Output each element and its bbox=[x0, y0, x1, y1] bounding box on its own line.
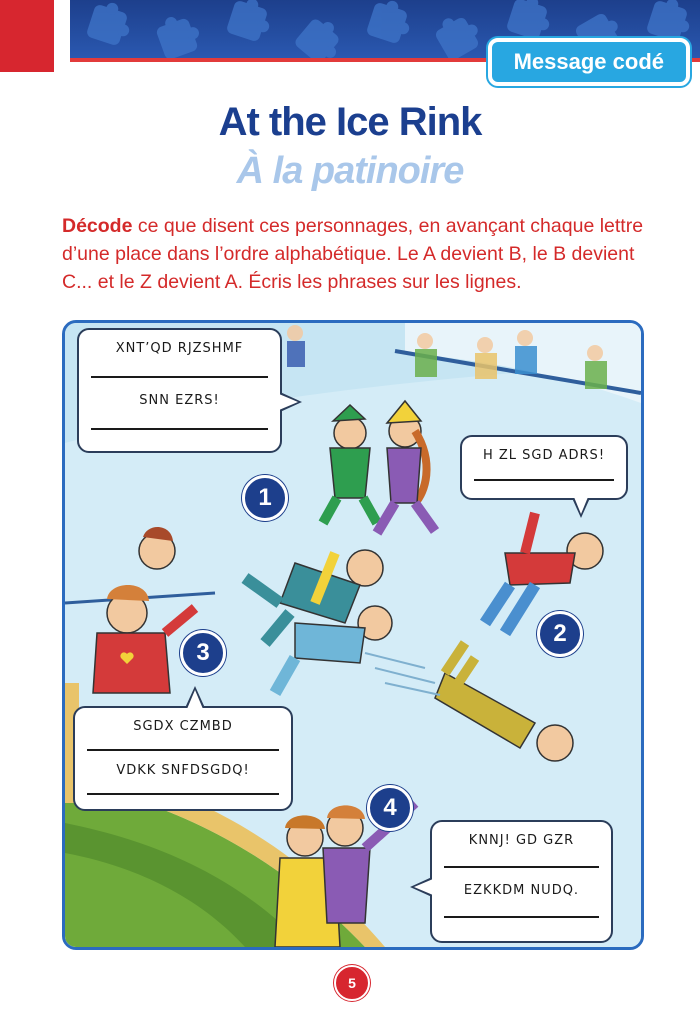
bubble-3-code-line-1: SGDX CZMBD bbox=[133, 719, 233, 734]
puzzle-piece-icon bbox=[86, 4, 129, 47]
badge-3: 3 bbox=[180, 630, 226, 676]
bubble-1-code-line-2: SNN EZRS! bbox=[139, 393, 220, 408]
bubble-2-answer-line[interactable] bbox=[474, 479, 614, 481]
puzzle-piece-icon bbox=[646, 0, 689, 42]
bubble-2-code-line-1: H ZL SGD ADRS! bbox=[482, 448, 606, 463]
puzzle-piece-icon bbox=[226, 0, 269, 42]
puzzle-piece-icon bbox=[434, 16, 480, 62]
puzzle-piece-icon bbox=[506, 0, 549, 40]
header-red-edge bbox=[0, 0, 54, 72]
bubble-3-answer-line-1[interactable] bbox=[87, 749, 279, 751]
section-tab: Message codé bbox=[488, 38, 690, 86]
speech-bubble-4 bbox=[430, 820, 613, 943]
speech-bubble-2 bbox=[460, 435, 628, 500]
bubble-4-code-line-2: EZKKDM NUDQ. bbox=[463, 883, 580, 898]
page-number: 5 bbox=[334, 965, 370, 1001]
speech-bubble-1 bbox=[77, 328, 282, 453]
bubble-1-answer-line-2[interactable] bbox=[91, 428, 268, 430]
bubble-1-code-line-1: XNT’QD RJZSHMF bbox=[115, 341, 244, 356]
badge-4: 4 bbox=[367, 785, 413, 831]
page-subtitle: À la patinoire bbox=[236, 150, 464, 192]
badge-2: 2 bbox=[537, 611, 583, 657]
bubble-3-code-line-2: VDKK SNFDSGDQ! bbox=[116, 763, 250, 778]
instructions-bold-word: Décode bbox=[62, 215, 133, 237]
speech-bubble-3 bbox=[73, 706, 293, 811]
instructions-text: ce que disent ces personnages, en avançant chaque lettre d’une place dans l’ordre alphabétique. Le A devient B, le B devient C... et le Z devient A. Écris les phrases sur les lignes. bbox=[62, 215, 644, 293]
ice-rink-illustration bbox=[62, 320, 644, 950]
page-header bbox=[0, 0, 700, 72]
page-title: At the Ice Rink bbox=[218, 100, 482, 144]
instructions bbox=[62, 212, 662, 296]
bubble-3-answer-line-2[interactable] bbox=[87, 793, 279, 795]
bubble-1-answer-line-1[interactable] bbox=[91, 376, 268, 378]
puzzle-piece-icon bbox=[293, 17, 341, 62]
badge-1: 1 bbox=[242, 475, 288, 521]
puzzle-piece-icon bbox=[366, 2, 409, 45]
puzzle-piece-icon bbox=[155, 17, 199, 61]
bubble-4-code-line-1: KNNJ! GD GZR bbox=[468, 833, 575, 848]
bubble-4-answer-line-1[interactable] bbox=[444, 866, 599, 868]
bubble-4-answer-line-2[interactable] bbox=[444, 916, 599, 918]
